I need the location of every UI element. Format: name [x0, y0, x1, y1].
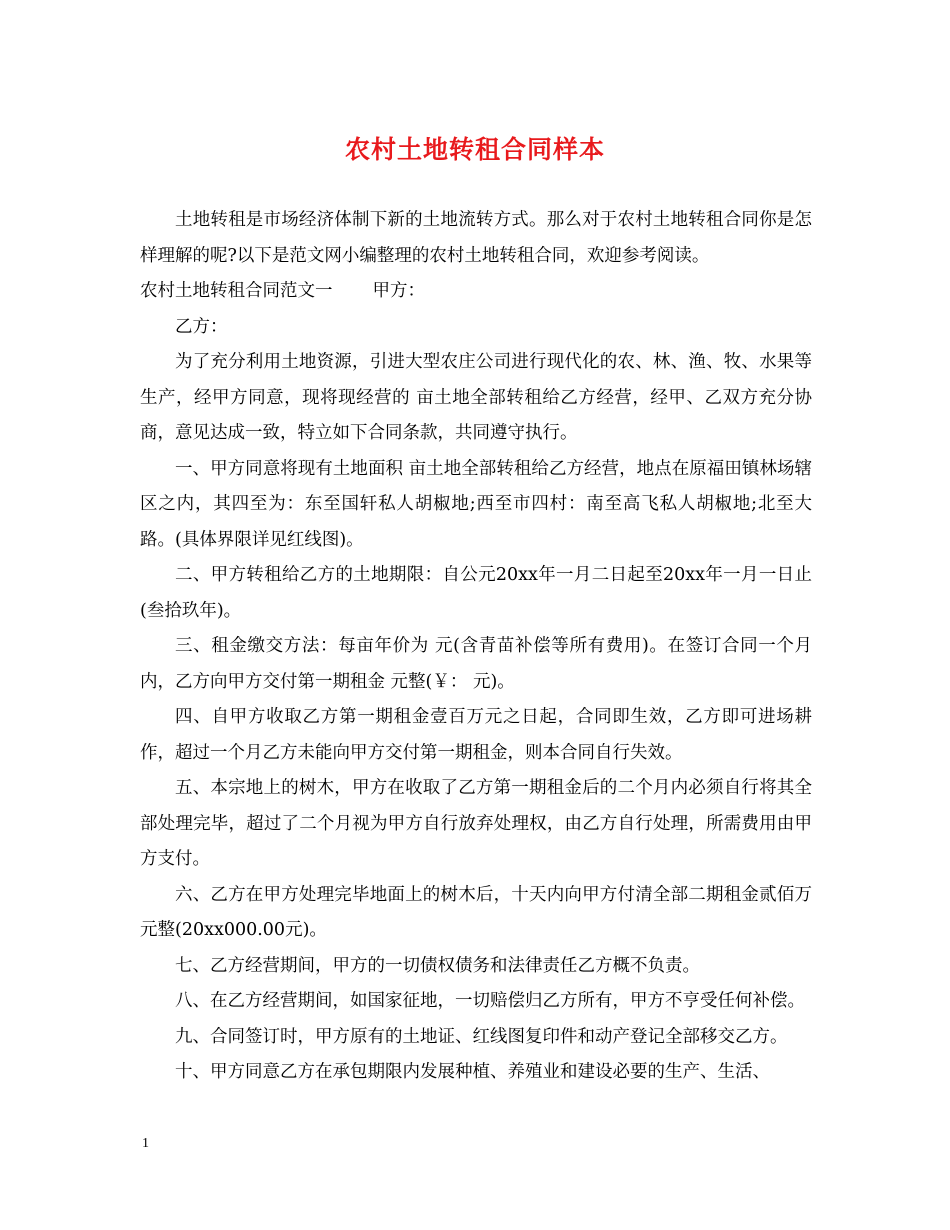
- clause-paragraph: 六、乙方在甲方处理完毕地面上的树木后，十天内向甲方付清全部二期租金贰佰万元整(20xx000.00元)。: [140, 884, 812, 940]
- clause-paragraph: 十、甲方同意乙方在承包期限内发展种植、养殖业和建设必要的生产、生活、: [175, 1062, 770, 1082]
- sample-heading: 农村土地转租合同范文一: [140, 281, 333, 301]
- intro-paragraph: 土地转租是市场经济体制下新的土地流转方式。那么对于农村土地转租合同你是怎样理解的呢?以下是范文网小编整理的农村土地转租合同，欢迎参考阅读。: [140, 210, 812, 266]
- document-title: 农村土地转租合同样本: [344, 135, 605, 164]
- clause-paragraph: 九、合同签订时，甲方原有的土地证、红线图复印件和动产登记全部移交乙方。: [175, 1026, 788, 1047]
- clause-paragraph: 三、租金缴交方法：每亩年价为 元(含青苗补偿等所有费用)。在签订合同一个月内，乙方向甲方交付第一期租金 元整(￥： 元)。: [140, 636, 812, 692]
- document-body: [140, 203, 812, 1091]
- party-a-label: 甲方：: [372, 281, 425, 301]
- clause-paragraph: 一、甲方同意将现有土地面积 亩土地全部转租给乙方经营，地点在原福田镇林场辖区之内，其四至为：东至国轩私人胡椒地;西至市四村：南至高飞私人胡椒地;北至大路。(具体界限详见红线图)。: [140, 458, 812, 550]
- clause-paragraph: 四、自甲方收取乙方第一期租金壹百万元之日起，合同即生效，乙方即可进场耕作，超过一个月乙方未能向甲方交付第一期租金，则本合同自行失效。: [140, 707, 812, 763]
- sample-heading-line: [140, 274, 812, 310]
- clause-paragraph: 五、本宗地上的树木，甲方在收取了乙方第一期租金后的二个月内必须自行将其全部处理完毕，超过了二个月视为甲方自行放弃处理权，由乙方自行处理，所需费用由甲方支付。: [140, 778, 812, 869]
- clause-paragraph: 八、在乙方经营期间，如国家征地，一切赔偿归乙方所有，甲方不亨受任何补偿。: [175, 991, 805, 1011]
- clause-paragraph: 七、乙方经营期间，甲方的一切债权债务和法律责任乙方概不负责。: [175, 955, 700, 976]
- page-number: 1: [142, 1136, 149, 1151]
- party-b-label: 乙方：: [175, 316, 228, 337]
- clause-paragraph: 二、甲方转租给乙方的土地期限：自公元20xx年一月二日起至20xx年一月一日止(叁拾玖年)。: [140, 565, 812, 621]
- preamble-paragraph: 为了充分利用土地资源，引进大型农庄公司进行现代化的农、林、渔、牧、水果等生产，经甲方同意，现将现经营的 亩土地全部转租给乙方经营，经甲、乙双方充分协商，意见达成一致，特立如下合同条款，共同遵守执行。: [140, 352, 812, 443]
